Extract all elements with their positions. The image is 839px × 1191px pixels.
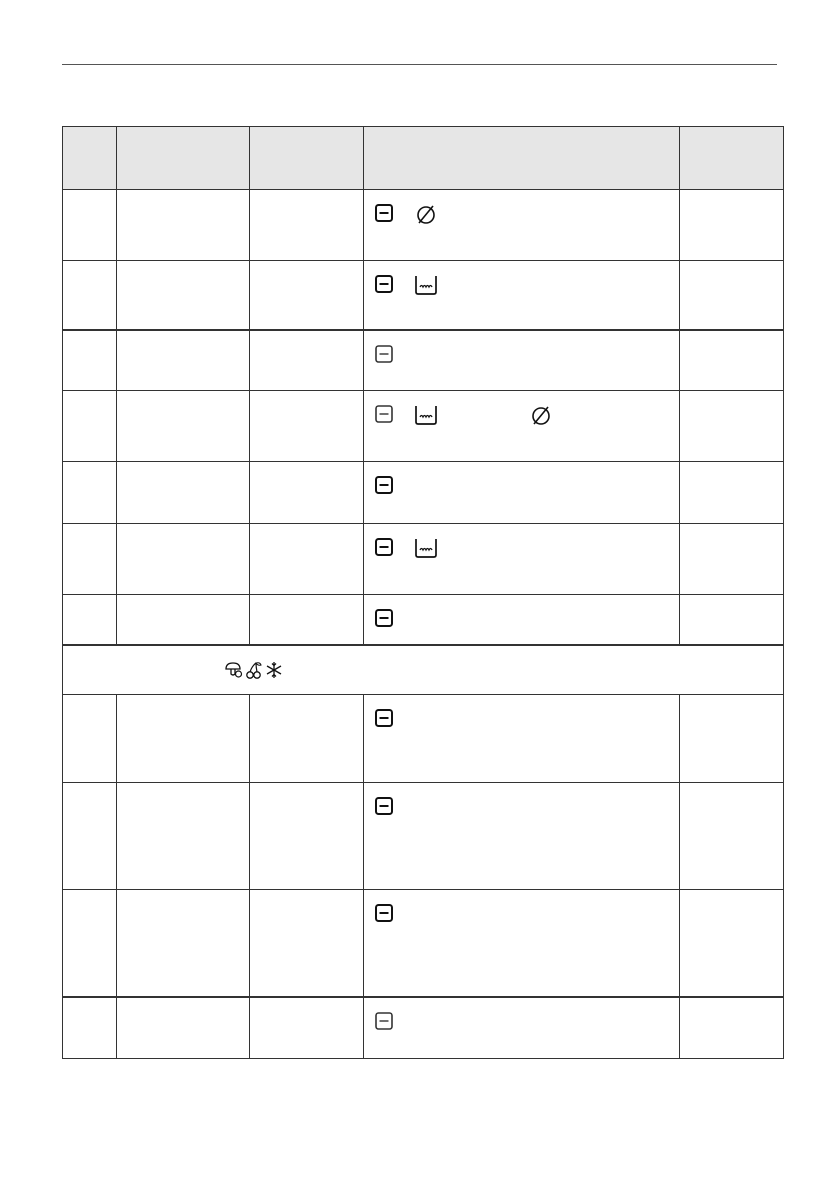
table-row <box>63 190 784 261</box>
water-tray-icon <box>414 274 434 294</box>
row-cell <box>250 462 364 524</box>
row-cell <box>117 782 250 889</box>
header-cell-1 <box>63 127 117 190</box>
minus-box-icon <box>374 708 394 728</box>
table-row <box>63 595 784 645</box>
row-cell <box>63 190 117 261</box>
header-cell-4 <box>364 127 680 190</box>
table-row <box>63 261 784 330</box>
section-header-cell <box>63 645 784 695</box>
icon-cell <box>364 391 680 462</box>
table-row <box>63 391 784 462</box>
no-symbol-icon <box>414 203 434 223</box>
row-cell <box>117 524 250 595</box>
row-cell <box>250 391 364 462</box>
water-tray-icon <box>414 404 434 424</box>
row-cell <box>63 782 117 889</box>
row-cell <box>117 330 250 391</box>
minus-box-icon <box>374 796 394 816</box>
icon-cell <box>364 889 680 997</box>
row-cell <box>250 595 364 645</box>
row-cell <box>680 595 784 645</box>
row-cell <box>63 391 117 462</box>
row-cell <box>250 782 364 889</box>
icon-cell <box>364 524 680 595</box>
row-cell <box>117 889 250 997</box>
icon-cell <box>364 190 680 261</box>
row-cell <box>63 595 117 645</box>
row-cell <box>250 694 364 782</box>
icon-cell <box>364 330 680 391</box>
row-cell <box>63 889 117 997</box>
row-cell <box>250 190 364 261</box>
table-row <box>63 462 784 524</box>
row-cell <box>117 997 250 1058</box>
row-cell <box>250 889 364 997</box>
icon-cell <box>364 261 680 330</box>
row-cell <box>63 997 117 1058</box>
row-cell <box>680 330 784 391</box>
program-table <box>62 126 784 1059</box>
row-cell <box>250 997 364 1058</box>
icon-cell <box>364 462 680 524</box>
row-cell <box>680 524 784 595</box>
header-cell-5 <box>680 127 784 190</box>
minus-box-icon <box>374 1011 394 1031</box>
row-cell <box>680 694 784 782</box>
row-cell <box>117 462 250 524</box>
minus-box-icon <box>374 903 394 923</box>
icon-cell <box>364 595 680 645</box>
snowflake-icon <box>264 660 284 680</box>
icon-cell <box>364 782 680 889</box>
table-row <box>63 330 784 391</box>
row-cell <box>63 330 117 391</box>
table-row <box>63 889 784 997</box>
row-cell <box>680 190 784 261</box>
minus-box-icon <box>374 274 394 294</box>
row-cell <box>250 524 364 595</box>
row-cell <box>117 261 250 330</box>
row-cell <box>680 391 784 462</box>
header-rule <box>62 64 777 65</box>
row-cell <box>680 782 784 889</box>
table-row <box>63 997 784 1058</box>
row-cell <box>680 997 784 1058</box>
icon-cell <box>364 997 680 1058</box>
row-cell <box>117 595 250 645</box>
minus-box-icon <box>374 344 394 364</box>
table-row <box>63 782 784 889</box>
icon-cell <box>364 694 680 782</box>
minus-box-icon <box>374 608 394 628</box>
row-cell <box>680 889 784 997</box>
header-cell-2 <box>117 127 250 190</box>
row-cell <box>63 524 117 595</box>
row-cell <box>250 261 364 330</box>
table-header-row <box>63 127 784 190</box>
section-header-row <box>63 645 784 695</box>
row-cell <box>680 261 784 330</box>
row-cell <box>117 190 250 261</box>
water-tray-icon <box>414 537 434 557</box>
no-symbol-icon <box>529 404 549 424</box>
row-cell <box>63 261 117 330</box>
row-cell <box>250 330 364 391</box>
cherries-icon <box>244 660 264 680</box>
mushroom-icon <box>224 660 244 680</box>
table-row <box>63 524 784 595</box>
row-cell <box>63 462 117 524</box>
row-cell <box>63 694 117 782</box>
row-cell <box>117 391 250 462</box>
table-row <box>63 694 784 782</box>
minus-box-icon <box>374 203 394 223</box>
row-cell <box>680 462 784 524</box>
row-cell <box>117 694 250 782</box>
header-cell-3 <box>250 127 364 190</box>
minus-box-icon <box>374 404 394 424</box>
minus-box-icon <box>374 537 394 557</box>
minus-box-icon <box>374 475 394 495</box>
